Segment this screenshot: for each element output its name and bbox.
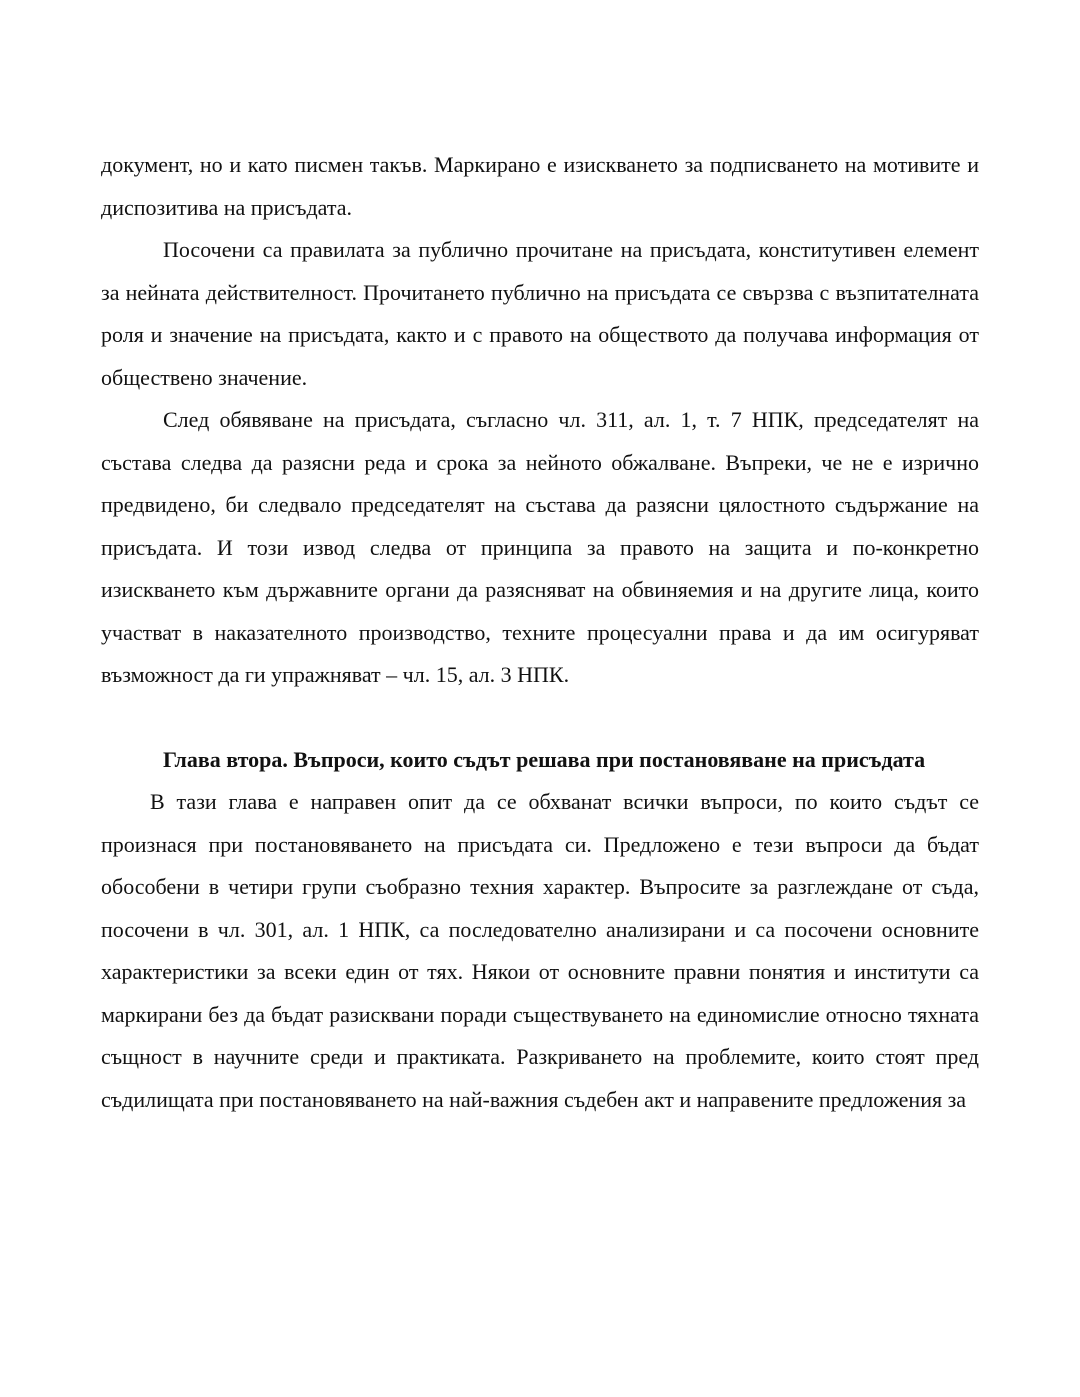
paragraph-4: В тази глава е направен опит да се обхванат всички въпроси, по които съдът се произнася при постановяването на присъдата си. Предложено е тези въпроси да бъдат обособени в четири групи съобразно техния характер. Въпросите за разглеждане от съда, посочени в чл. 301, ал. 1 НПК, са последователно анализирани и са посочени основните характеристики за всеки един от тях. Някои от основните правни понятия и институти са маркирани без да бъдат разисквани поради съществуването на единомислие относно тяхната същност в научните среди и практиката. Разкриването на проблемите, които стоят пред съдилищата при постановяването на най-важния съдебен акт и направените предложения за [101, 789, 979, 1112]
paragraph-3: След обявяване на присъдата, съгласно чл. 311, ал. 1, т. 7 НПК, председателят на състава следва да разясни реда и срока за нейното обжалване. Въпреки, че не е изрично предвидено, би следвало председателят на състава да разясни цялостното съдържание на присъдата. И този извод следва от принципа за правото на защита и по-конкретно изискването към държавните органи да разясняват на обвиняемия и на другите лица, които участват в наказателното производство, техните процесуални права и да им осигуряват възможност да ги упражняват – чл. 15, ал. 3 НПК. [101, 407, 979, 687]
document-body [101, 144, 979, 1121]
paragraph-2: Посочени са правилата за публично прочитане на присъдата, конститутивен елемент за нейната действителност. Прочитането публично на присъдата се свързва с възпитателната роля и значение на присъдата, както и с правото на обществото да получава информация от обществено значение. [101, 237, 979, 390]
chapter-heading: Глава втора. Въпроси, които съдът решава при постановяване на присъдата [163, 746, 926, 772]
paragraph-1: документ, но и като писмен такъв. Маркирано е изискването за подписването на мотивите и диспозитива на присъдата. [101, 152, 979, 220]
